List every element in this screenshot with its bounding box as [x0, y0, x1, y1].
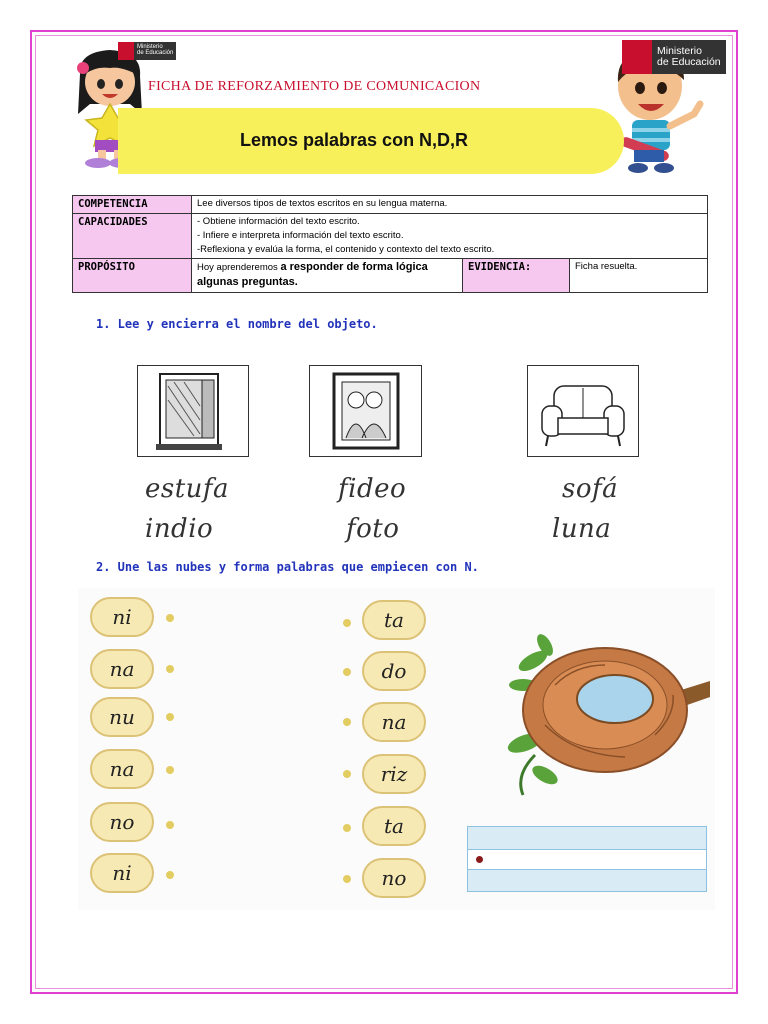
proposito-prefix: Hoy aprenderemos	[197, 261, 281, 273]
connect-dot[interactable]	[343, 668, 351, 676]
connect-dot[interactable]	[343, 770, 351, 778]
exercise2-instruction: 2. Une las nubes y forma palabras que empiecen con N.	[96, 560, 479, 574]
capacidad-item: -Reflexiona y evalúa la forma, el contenido y contexto del texto escrito.	[197, 243, 495, 255]
connect-dot[interactable]	[166, 665, 174, 673]
connect-dot[interactable]	[343, 718, 351, 726]
connect-dot[interactable]	[166, 766, 174, 774]
logo-line2: de Educación	[657, 56, 721, 68]
capacidades-list	[192, 214, 708, 258]
syllable-cloud-left[interactable]: ni	[90, 853, 154, 893]
info-table	[72, 195, 708, 293]
ministry-flag-icon	[622, 40, 652, 74]
word-option[interactable]: sofá	[562, 474, 619, 504]
evidencia-text: Ficha resuelta.	[570, 258, 708, 293]
sofa-icon	[528, 366, 638, 456]
word-option[interactable]: luna	[552, 514, 612, 544]
connect-dot[interactable]	[343, 619, 351, 627]
picture-box	[309, 365, 422, 457]
heater-icon	[138, 366, 248, 456]
syllable-cloud-left[interactable]: nu	[90, 697, 154, 737]
photo-frame-icon	[310, 366, 421, 456]
syllable-cloud-left[interactable]: no	[90, 802, 154, 842]
proposito-label: PROPÓSITO	[73, 258, 192, 293]
competencia-label: COMPETENCIA	[73, 196, 192, 214]
syllable-cloud-right[interactable]: ta	[362, 600, 426, 640]
connect-dot[interactable]	[166, 871, 174, 879]
ministry-logo-right	[622, 40, 726, 74]
answer-field[interactable]	[467, 826, 707, 892]
word-option[interactable]: foto	[346, 514, 400, 544]
syllable-cloud-right[interactable]: do	[362, 651, 426, 691]
answer-line[interactable]	[468, 849, 706, 870]
exercise1-instruction: 1. Lee y encierra el nombre del objeto.	[96, 317, 378, 331]
syllable-cloud-right[interactable]: no	[362, 858, 426, 898]
syllable-cloud-left[interactable]: na	[90, 749, 154, 789]
word-option[interactable]: indio	[145, 514, 214, 544]
proposito-strong: a responder de forma lógica algunas preguntas.	[197, 260, 428, 289]
bullet-icon	[476, 856, 483, 863]
ministry-logo-left	[118, 42, 176, 60]
picture-box	[137, 365, 249, 457]
connect-dot[interactable]	[166, 713, 174, 721]
word-option[interactable]: estufa	[145, 474, 230, 504]
ministry-flag-icon	[118, 42, 134, 60]
nest-icon	[505, 625, 710, 800]
logo-line1: Ministerio	[137, 44, 163, 50]
logo-line2: de Educación	[137, 50, 174, 57]
connect-dot[interactable]	[166, 614, 174, 622]
capacidad-item: - Infiere e interpreta información del texto escrito.	[197, 229, 404, 241]
connect-dot[interactable]	[343, 824, 351, 832]
syllable-cloud-right[interactable]: na	[362, 702, 426, 742]
proposito-text	[192, 258, 463, 293]
logo-line1: Ministerio	[657, 44, 702, 57]
syllable-cloud-right[interactable]: riz	[362, 754, 426, 794]
evidencia-label: EVIDENCIA:	[463, 258, 570, 293]
connect-dot[interactable]	[343, 875, 351, 883]
connect-dot[interactable]	[166, 821, 174, 829]
capacidades-label: CAPACIDADES	[73, 214, 192, 258]
syllable-cloud-left[interactable]: na	[90, 649, 154, 689]
capacidad-item: - Obtiene información del texto escrito.	[197, 216, 360, 228]
page-title: FICHA DE REFORZAMIENTO DE COMUNICACION	[148, 79, 481, 94]
syllable-cloud-left[interactable]: ni	[90, 597, 154, 637]
page-subtitle: Lemos palabras con N,D,R	[240, 130, 469, 150]
word-option[interactable]: fideo	[338, 474, 407, 504]
syllable-cloud-right[interactable]: ta	[362, 806, 426, 846]
picture-box	[527, 365, 639, 457]
competencia-text: Lee diversos tipos de textos escritos en su lengua materna.	[192, 196, 708, 214]
